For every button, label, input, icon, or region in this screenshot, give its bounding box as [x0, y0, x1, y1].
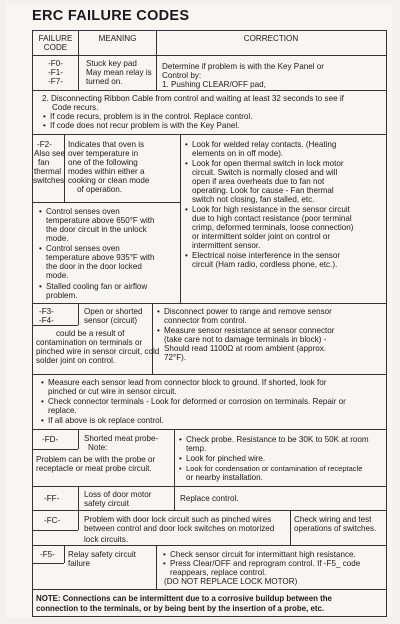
f5-correction-3: reappears, replace control. — [170, 568, 267, 577]
f2-condition-1-line-4: mode. — [46, 234, 69, 243]
f2-correction-4-line-2: circuit (Ham radio, cordless phone, etc.). — [192, 260, 338, 269]
f2-condition-2-line-4: mode. — [46, 271, 69, 280]
header-meaning: MEANING — [98, 34, 137, 43]
ff-meaning-2: safety circuit — [84, 499, 129, 508]
document-page — [6, 4, 392, 618]
code-fc: -FC- — [44, 516, 61, 525]
f2-meaning-6: of operation. — [77, 185, 122, 194]
code-f5: -F5- — [40, 550, 55, 559]
f3-correction-1-line-2: connector from control. — [164, 316, 247, 325]
f2-meaning-3: one of the following — [68, 158, 138, 167]
f2-meaning-5: cooking or clean mode — [68, 176, 150, 185]
code-fd: -FD- — [42, 435, 59, 444]
fd-correction-2: • Look for pinched wire. — [186, 454, 265, 463]
code-f4: -F4- — [39, 316, 54, 325]
f3-meaning-2: sensor (circuit) — [84, 316, 138, 325]
f5-correction-4: (DO NOT REPLACE LOCK MOTOR) — [164, 577, 298, 586]
f3-correction-2-line-1: • Measure sensor resistance at sensor connector — [164, 326, 335, 335]
f2-code-note-4: switches — [33, 176, 65, 185]
f3-meaning-6: solder joint on control. — [36, 356, 116, 365]
f2-meaning-2: over temperature in — [68, 149, 139, 158]
f2-condition-1-line-2: temperature above 650°F with — [46, 216, 155, 225]
fd-correction-1-line-1: • Check probe. Resistance to be 30K to 50K at room — [186, 435, 369, 444]
fc-meaning-3: lock circuits. — [84, 535, 129, 544]
f3-bullet-2-line-2: replace. — [48, 406, 77, 415]
f0-meaning-3: turned on. — [86, 77, 123, 86]
fd-meaning-2: Note: — [88, 443, 108, 452]
f3-meaning-1: Open or shorted — [84, 307, 143, 316]
f2-correction-1-line-2: elements on in off mode). — [192, 149, 284, 158]
fd-meaning-4: receptacle or meat probe circuit. — [36, 464, 152, 473]
f2-correction-3-line-3: crimp, deformed terminals, loose connection) — [192, 223, 354, 232]
fc-meaning-2: between control and door lock switches on motorized — [84, 524, 275, 533]
f2-code-note-3: thermal — [34, 167, 61, 176]
f3-correction-2-line-3: Should read 1100Ω at room ambient (approx. — [164, 344, 327, 353]
f3-correction-2-line-4: 72°F). — [164, 353, 187, 362]
f2-condition-1-line-1: • Control senses oven — [46, 207, 120, 216]
fd-meaning-3: Problem can be with the probe or — [36, 455, 156, 464]
f2-condition-2-line-2: temperature above 935°F with — [46, 253, 155, 262]
f3-bullet-1-line-2: pinched or cut wire in sensor circuit. — [48, 387, 177, 396]
f2-meaning-4: modes within either a — [68, 167, 145, 176]
note-line-1: NOTE: Connections can be intermittent due to a corrosive buildup between the — [36, 594, 332, 603]
f3-bullet-3: • If all above is ok replace control. — [48, 416, 164, 425]
f2-correction-1-line-1: • Look for welded relay contacts. (Heating — [192, 140, 336, 149]
code-f1: -F1- — [48, 68, 63, 77]
f2-condition-3-line-1: • Stalled cooling fan or airflow — [46, 282, 147, 291]
f2-code-note-1: Also see — [34, 149, 66, 158]
code-f3: -F3- — [39, 307, 54, 316]
f3-correction-2-line-2: (take care not to damage terminals in block) - — [164, 335, 327, 344]
f2-correction-2-line-4: operating. Look for cause - Fan thermal — [192, 186, 334, 195]
f3-bullet-1-line-1: • Measure each sensor lead from connector block to ground. If shorted, look for — [48, 378, 326, 387]
f2-correction-4-line-1: • Electrical noise interference in the sensor — [192, 251, 340, 260]
fc-correction-1: Check wiring and test — [294, 515, 372, 524]
f2-correction-3-line-4: or intermittent solder joint on control or — [192, 232, 331, 241]
fd-correction-3-line-2: or nearby installation. — [186, 473, 263, 482]
f3-correction-1-line-1: • Disconnect power to range and remove sensor — [164, 307, 332, 316]
page-title: ERC FAILURE CODES — [32, 8, 190, 24]
header-failure-line2: CODE — [43, 43, 68, 52]
f0-correction-3: 1. Pushing CLEAR/OFF pad, — [162, 80, 266, 89]
f0-continued-1: 2. Disconnecting Ribbon Cable from control and waiting at least 32 seconds to see if — [42, 94, 344, 103]
f3-meaning-5: pinched wire in sensor circuit, cold — [36, 347, 160, 356]
note-line-2: connection to the terminals, or by being bent by the insertion of a probe, etc. — [36, 604, 325, 613]
f2-correction-2-line-1: • Look for open thermal switch in lock motor — [192, 159, 344, 168]
f2-correction-2-line-2: circuit. Switch is normally closed and will — [192, 168, 338, 177]
f0-continued-2: Code recurs. — [52, 103, 99, 112]
f3-meaning-3: could be a result of — [56, 329, 125, 338]
ff-meaning-1: Loss of door motor — [84, 490, 152, 499]
fc-correction-2: operations of switches. — [294, 524, 377, 533]
f5-meaning-1: Relay safety circuit — [68, 550, 136, 559]
f2-condition-1-line-3: the door circuit in the unlock — [46, 225, 147, 234]
f0-meaning-1: Stuck key pad — [86, 59, 137, 68]
code-f7: -F7- — [48, 77, 63, 86]
code-f0: -F0- — [48, 59, 63, 68]
fc-meaning-1: Problem with door lock circuit such as pinched wires — [84, 515, 272, 524]
f5-meaning-2: failure — [68, 559, 91, 568]
f3-meaning-4: contamination on terminals or — [36, 338, 143, 347]
f2-condition-2-line-3: the door in the door locked — [46, 262, 142, 271]
code-ff: -FF- — [44, 494, 60, 503]
fd-correction-3-line-1: • Look for condensation or contamination of receptacle — [186, 464, 362, 473]
f2-correction-2-line-3: open if area overheats due to fan not — [192, 177, 325, 186]
f2-code: -F2- — [37, 140, 52, 149]
f2-condition-2-line-1: • Control senses oven — [46, 244, 120, 253]
fd-correction-1-line-2: temp. — [186, 444, 207, 453]
header-failure-line1: FAILURE — [38, 34, 73, 43]
f2-meaning-1: Indicates that oven is — [68, 140, 145, 149]
f2-correction-3-line-2: due to high contact resistance (poor terminal — [192, 214, 352, 223]
fd-meaning-1: Shorted meat probe- — [84, 434, 159, 443]
ff-correction: Replace control. — [180, 494, 239, 503]
f0-correction-1: Determine if problem is with the Key Panel or — [162, 62, 324, 71]
f0-correction-2: Control by: — [162, 71, 202, 80]
f3-bullet-2-line-1: • Check connector terminals - Look for deformed or corrosion on terminals. Repair or — [48, 397, 346, 406]
f2-condition-3-line-2: problem. — [46, 291, 78, 300]
f0-bullet-2: • If code does not recur problem is with the Key Panel. — [50, 121, 239, 130]
f5-correction-2: • Press Clear/OFF and reprogram control. If -F5_ code — [170, 559, 360, 568]
header-correction: CORRECTION — [243, 34, 299, 43]
f5-correction-1: • Check sensor circuit for intermittant high resistance. — [170, 550, 356, 559]
f2-correction-3-line-1: • Look for high resistance in the sensor circuit — [192, 205, 350, 214]
f2-correction-3-line-5: intermittent sensor. — [192, 241, 261, 250]
f0-bullet-1: • If code recurs, problem is in the control. Replace control. — [50, 112, 252, 121]
f2-correction-2-line-5: switch not closing, fan stalled, etc. — [192, 195, 315, 204]
f2-code-note-2: fan — [38, 158, 50, 167]
f0-meaning-2: May mean relay is — [86, 68, 152, 77]
